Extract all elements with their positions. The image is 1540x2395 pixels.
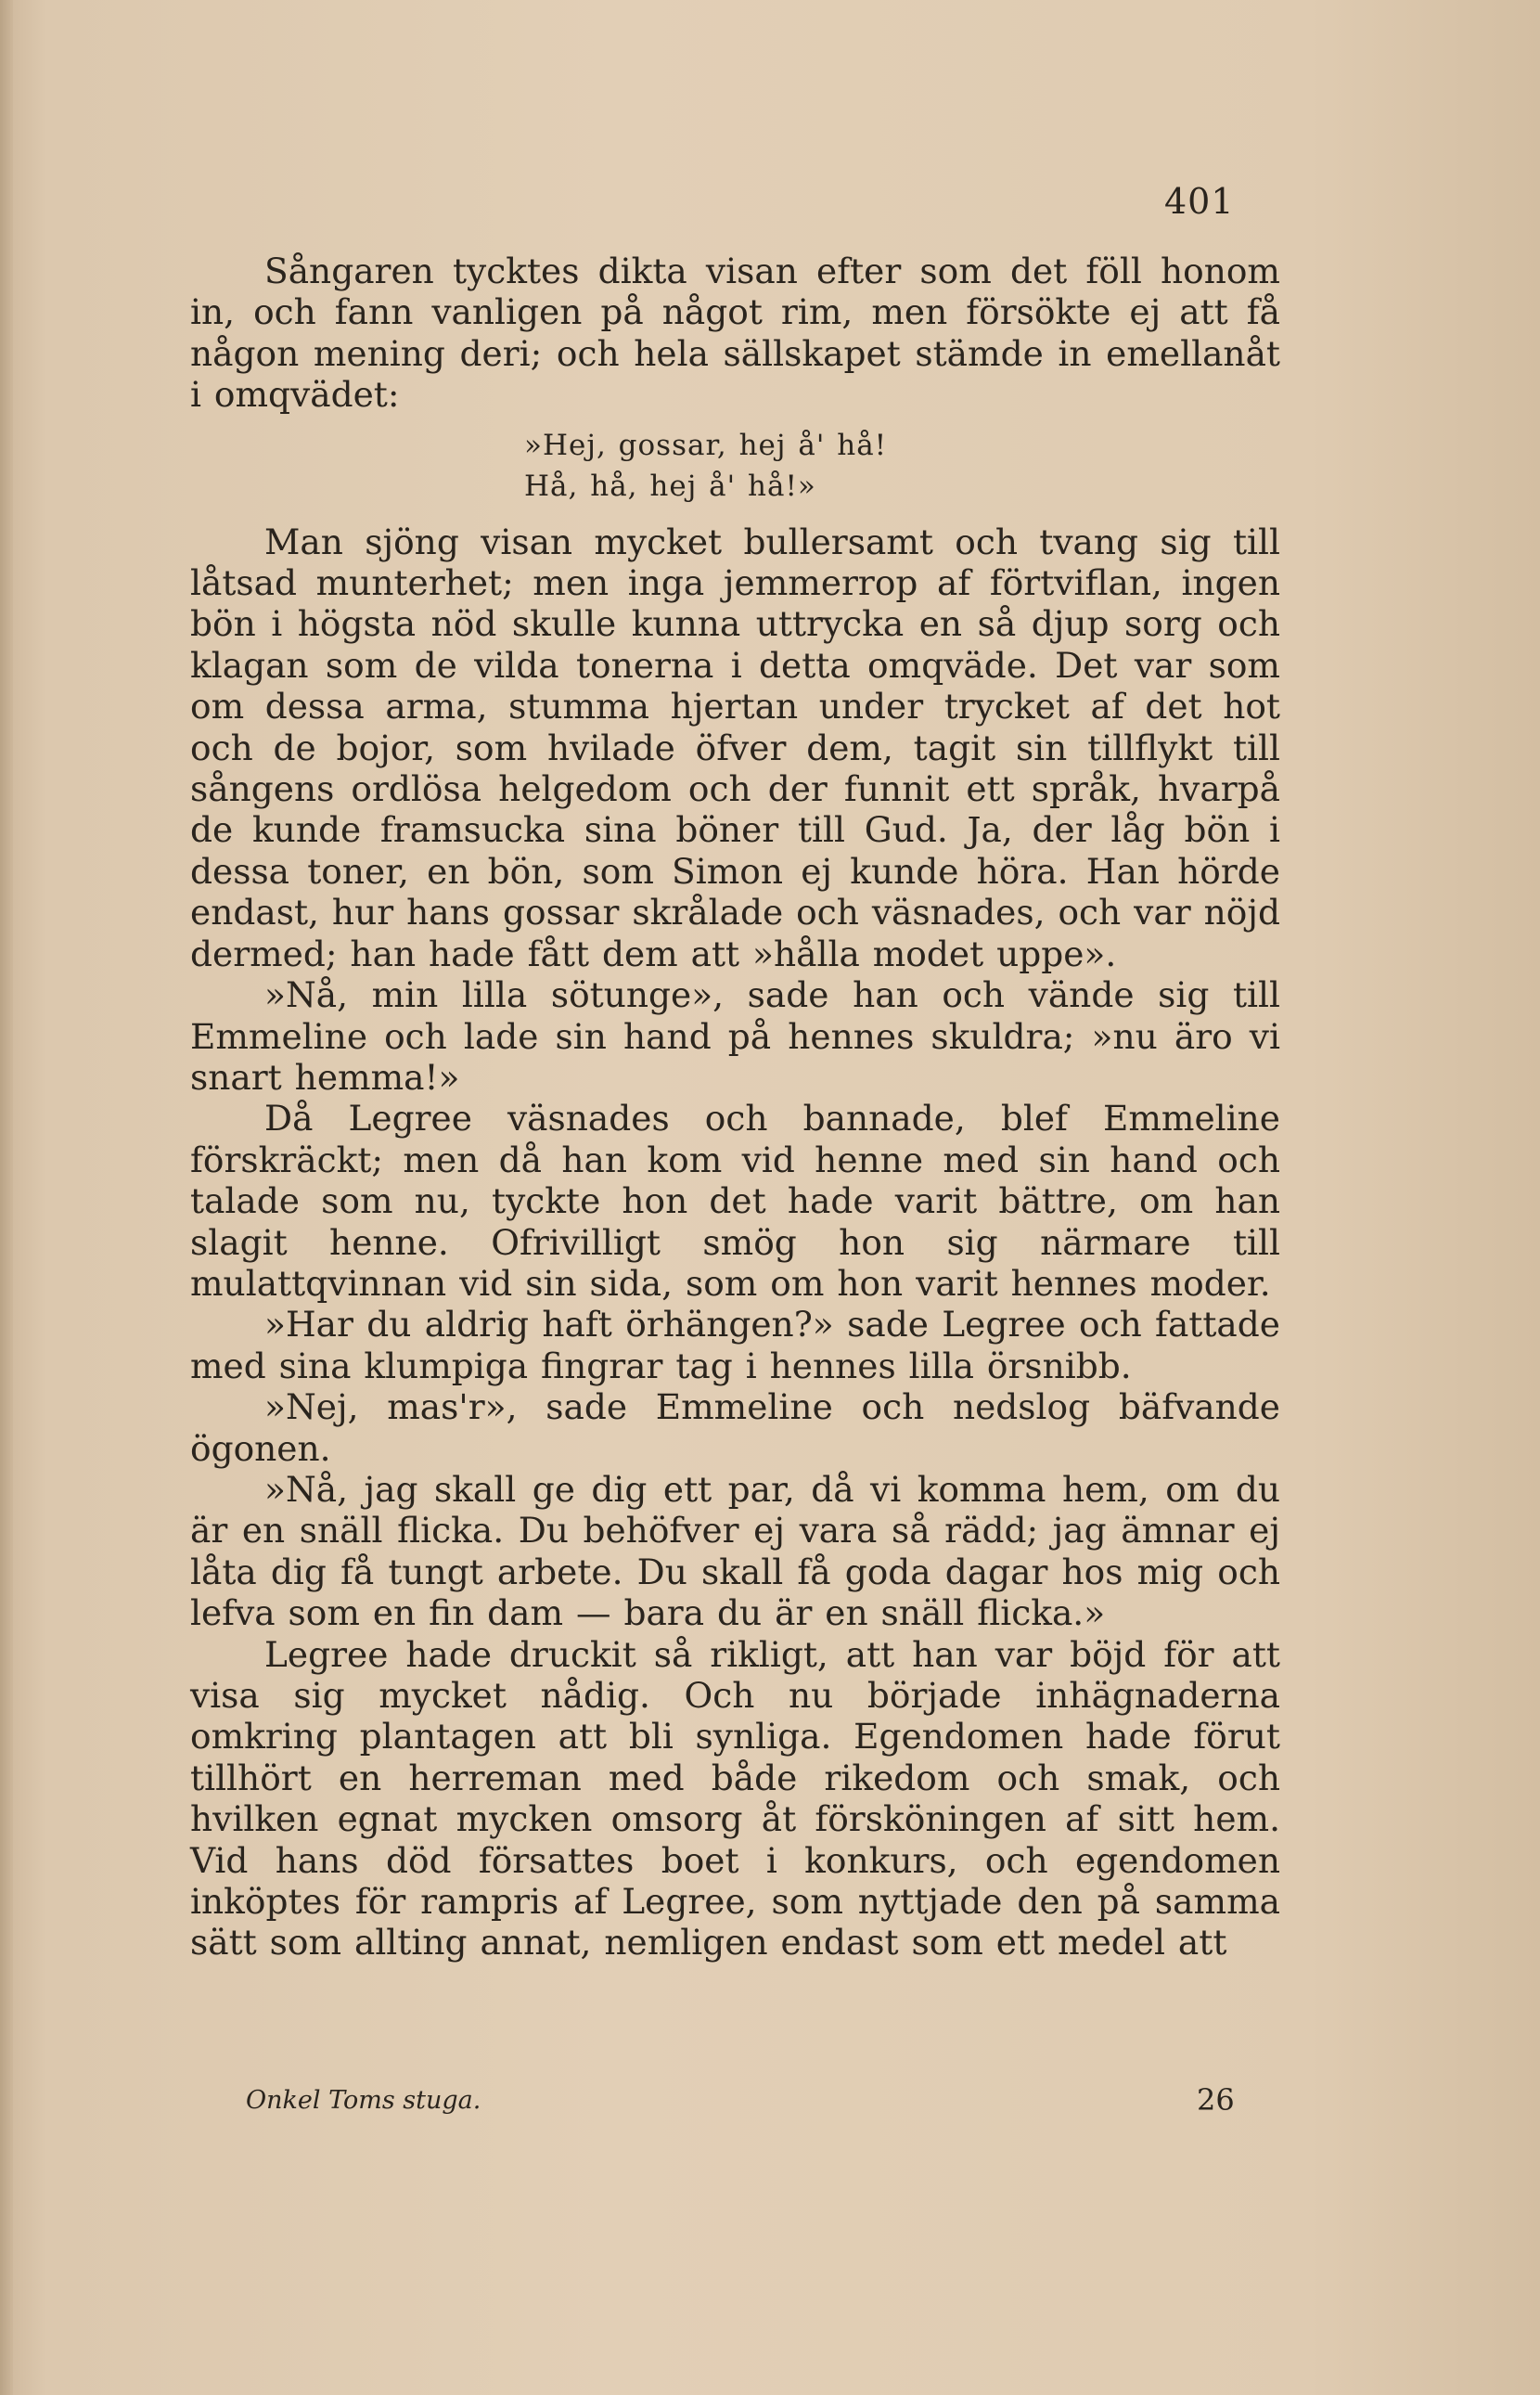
paragraph-5: »Har du aldrig haft örhängen?» sade Legree och fattade med sina klumpiga fingrar tag i hennes lilla örsnibb.	[190, 1304, 1280, 1386]
verse-line-2: Hå, hå, hej å' hå!»	[524, 469, 816, 503]
verse-line-1: »Hej, gossar, hej å' hå!	[524, 428, 888, 462]
paragraph-3: »Nå, min lilla sötunge», sade han och vände sig till Emmeline och lade sin hand på hennes skuldra; »nu äro vi snart hemma!»	[190, 974, 1280, 1098]
page-edge	[0, 0, 13, 2395]
verse-refrain	[190, 425, 1280, 507]
paragraph-4: Då Legree väsnades och bannade, blef Emmeline förskräckt; men då han kom vid henne med sin hand och talade som nu, tyckte hon det hade varit bättre, om han slagit henne. Ofrivilligt smög hon sig närmare till mulattqvinnan vid sin sida, som om hon varit hennes moder.	[190, 1098, 1280, 1304]
paragraph-6: »Nej, mas'r», sade Emmeline och nedslog bäfvande ögonen.	[190, 1386, 1280, 1469]
footer-signature: 26	[1197, 2082, 1235, 2118]
paragraph-8: Legree hade druckit så rikligt, att han var böjd för att visa sig mycket nådig. Och nu började inhägnaderna omkring plantagen att bli synliga. Egendomen hade förut tillhört en herreman med både rikedom och smak, och hvilken egnat mycken omsorg åt försköningen af sitt hem. Vid hans död försattes boet i konkurs, och egendomen inköptes för rampris af Legree, som nyttjade den på samma sätt som allting annat, nemligen endast som ett medel att	[190, 1633, 1280, 1964]
footer-book-title: Onkel Toms stuga.	[246, 2086, 481, 2115]
page-number: 401	[1164, 181, 1235, 222]
body-text	[190, 251, 1280, 1964]
paragraph-1: Sångaren tycktes dikta visan efter som det föll honom in, och fann vanligen på något rim, men försökte ej att få någon mening deri; och hela sällskapet stämde in emellanåt i omqvädet:	[190, 251, 1280, 416]
paragraph-7: »Nå, jag skall ge dig ett par, då vi komma hem, om du är en snäll flicka. Du behöfver ej vara så rädd; jag ämnar ej låta dig få tungt arbete. Du skall få goda dagar hos mig och lefva som en fin dam — bara du är en snäll flicka.»	[190, 1468, 1280, 1634]
paragraph-2: Man sjöng visan mycket bullersamt och tvang sig till låtsad munterhet; men inga jemmerrop af förtviflan, ingen bön i högsta nöd skulle kunna uttrycka en så djup sorg och klagan som de vilda tonerna i detta omqväde. Det var som om dessa arma, stumma hjertan under trycket af det hot och de bojor, som hvilade öfver dem, tagit sin tillflykt till sångens ordlösa helgedom och der funnit ett språk, hvarpå de kunde framsucka sina böner till Gud. Ja, der låg bön i dessa toner, en bön, som Simon ej kunde höra. Han hörde endast, hur hans gossar skrålade och väsnades, och var nöjd dermed; han hade fått dem att »hålla modet uppe».	[190, 521, 1280, 974]
